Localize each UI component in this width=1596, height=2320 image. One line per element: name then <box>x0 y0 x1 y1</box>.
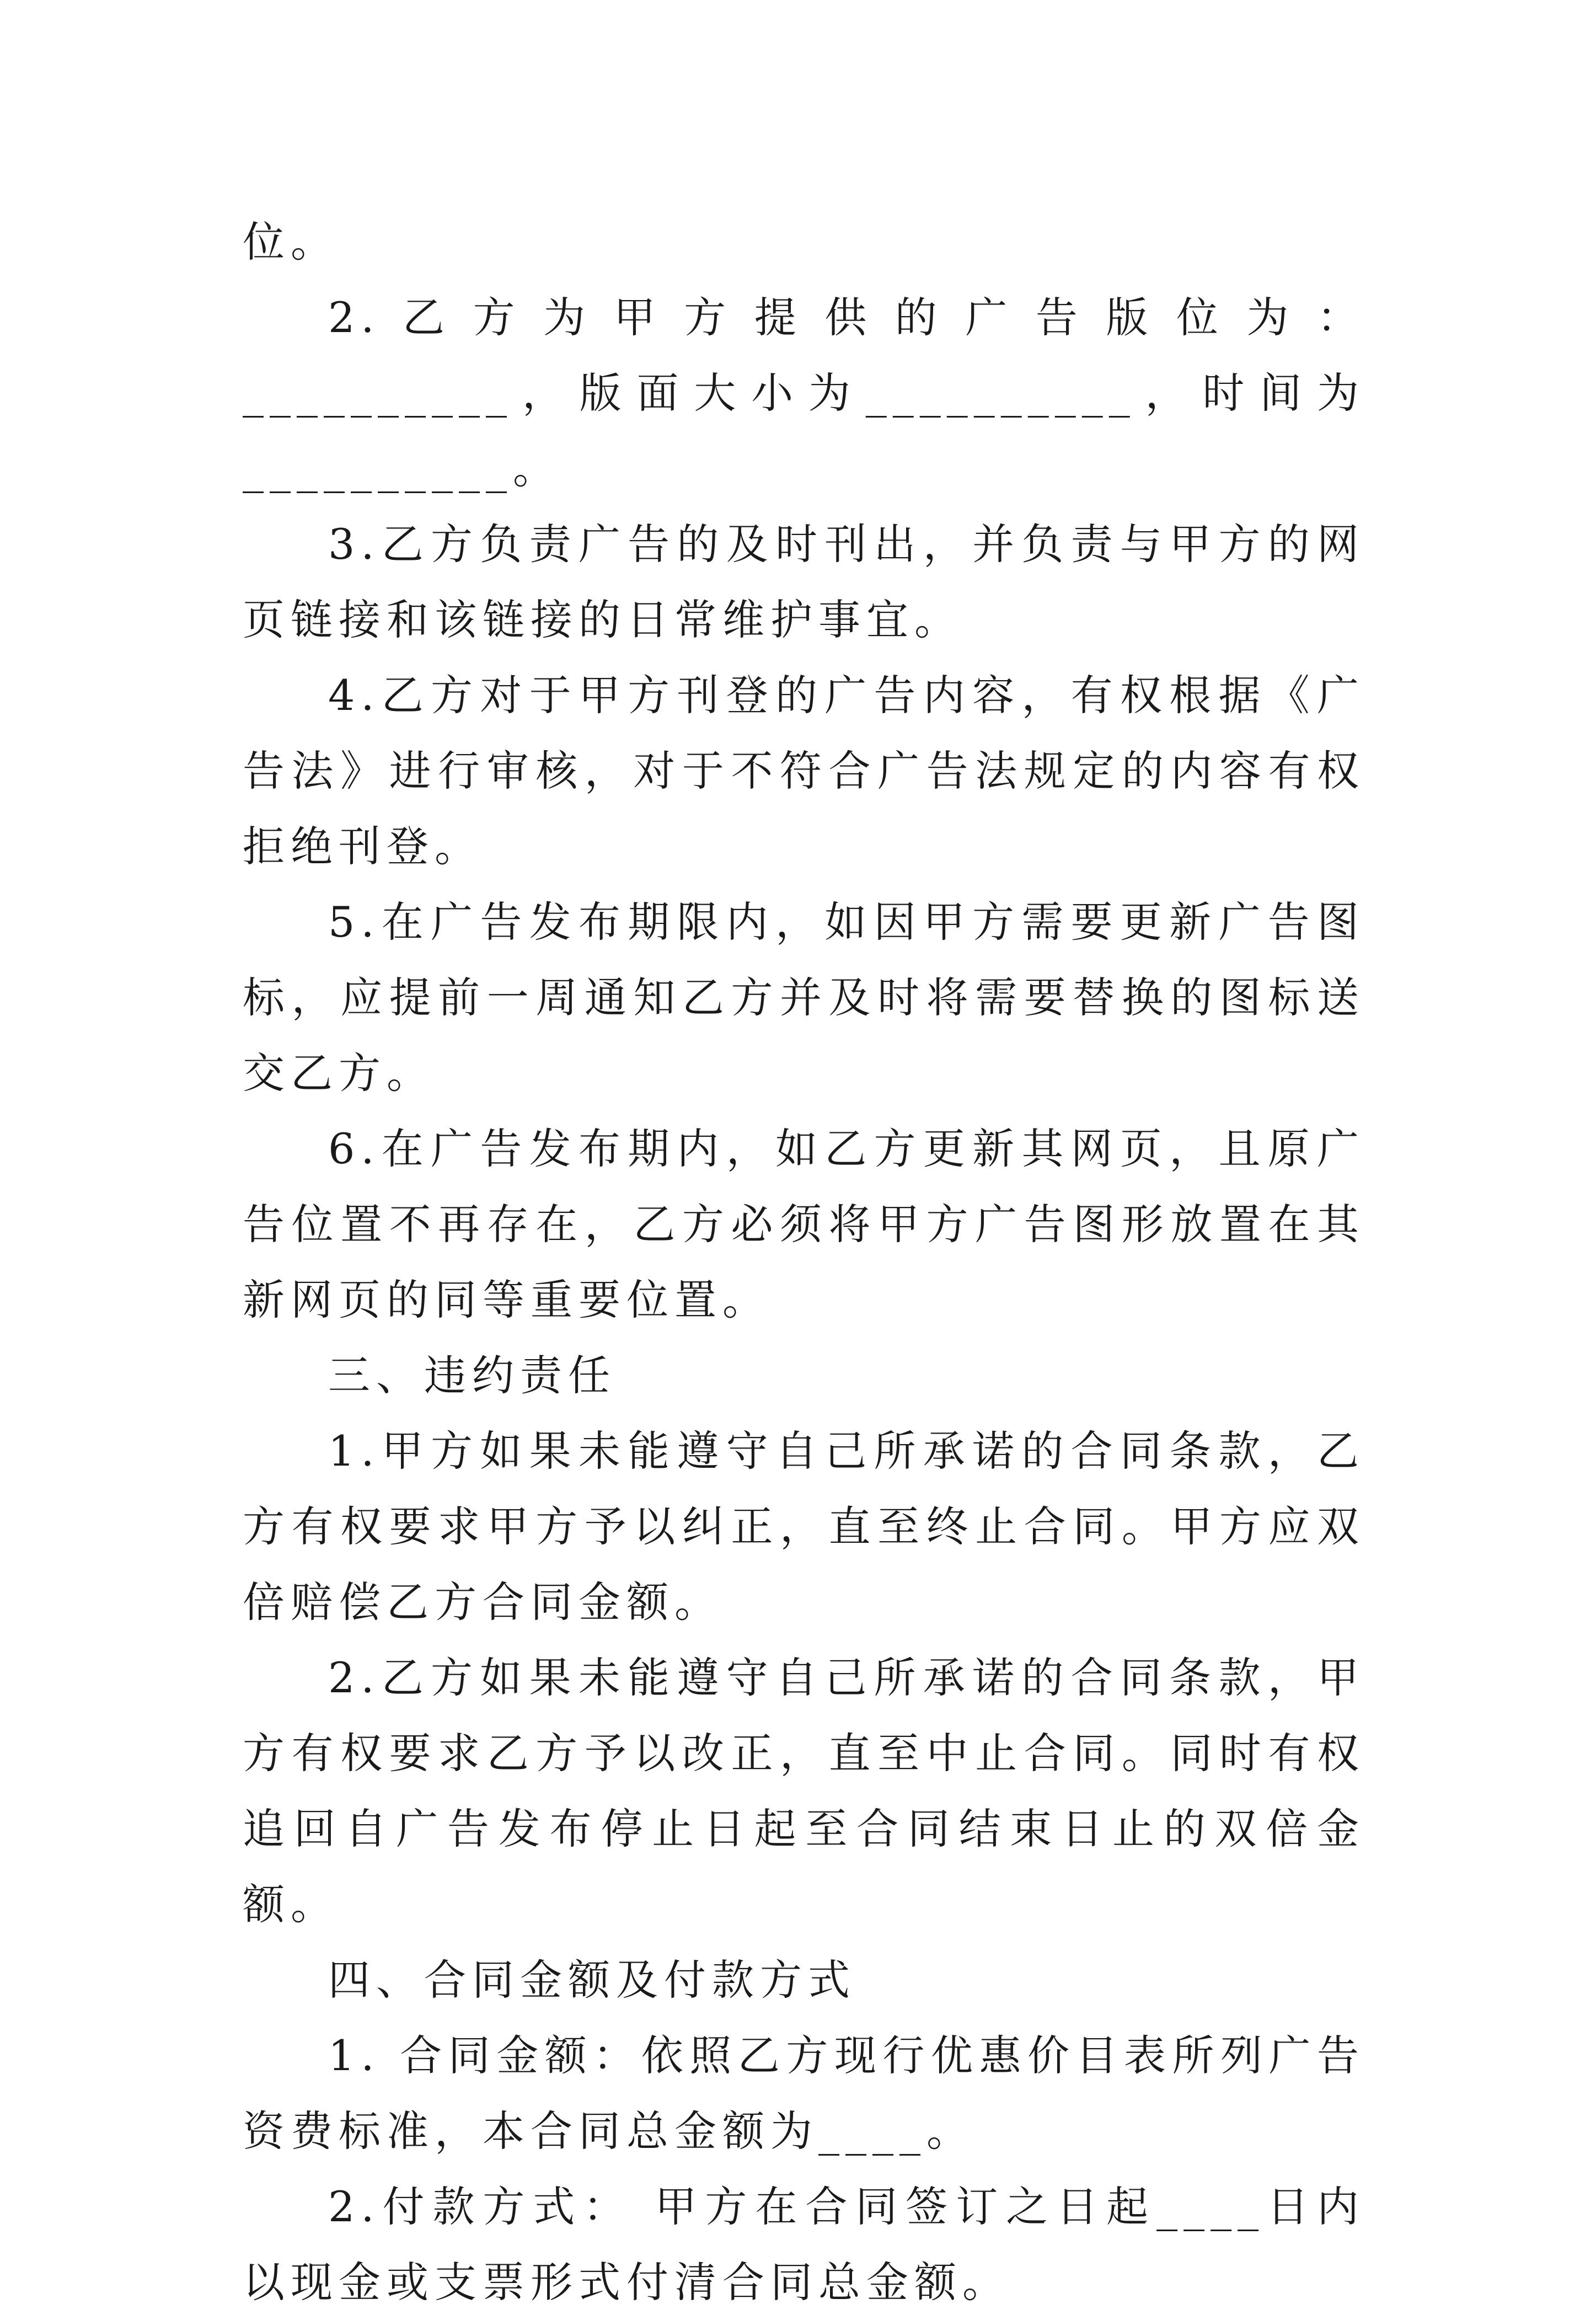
section-heading-amount-payment: 四、合同金额及付款方式 <box>328 1955 856 2004</box>
paragraph-contract-amount: 1. 合同金额：依照乙方现行优惠价目表所列广告资费标准，本合同总金额为____。 <box>243 2031 1365 2156</box>
paragraph-continuation: 位。 <box>243 217 339 266</box>
paragraph-breach-party-a: 1.甲方如果未能遵守自己所承诺的合同条款，乙方有权要求甲方予以纠正，直至终止合同。甲方应双倍赔偿乙方合同金额。 <box>243 1426 1365 1627</box>
paragraph-breach-party-b: 2.乙方如果未能遵守自己所承诺的合同条款，甲方有权要求乙方予以改正，直至中止合同。同时有权追回自广告发布停止日起至合同结束日止的双倍金额。 <box>243 1653 1365 1929</box>
document-body <box>243 204 1365 2320</box>
section-heading-breach-liability: 三、违约责任 <box>328 1351 616 1400</box>
paragraph-clause-6-page-update: 6.在广告发布期内，如乙方更新其网页，且原广告位置不再存在，乙方必须将甲方广告图形放置在其新网页的同等重要位置。 <box>243 1124 1365 1324</box>
paragraph-payment-method: 2.付款方式： 甲方在合同签订之日起____日内以现金或支票形式付清合同总金额。 <box>243 2182 1365 2307</box>
paragraph-clause-4-review: 4.乙方对于甲方刊登的广告内容，有权根据《广告法》进行审核，对于不符合广告法规定的内容有权拒绝刊登。 <box>243 671 1365 871</box>
paragraph-clause-3-publishing: 3.乙方负责广告的及时刊出，并负责与甲方的网页链接和该链接的日常维护事宜。 <box>243 520 1365 644</box>
paragraph-clause-5-update-icon: 5.在广告发布期限内，如因甲方需要更新广告图标，应提前一周通知乙方并及时将需要替换的图标送交乙方。 <box>243 897 1365 1098</box>
paragraph-clause-2-ad-position: 2.乙方为甲方提供的广告版位为： __________，版面大小为__________，时间为__________。 <box>243 293 1365 493</box>
